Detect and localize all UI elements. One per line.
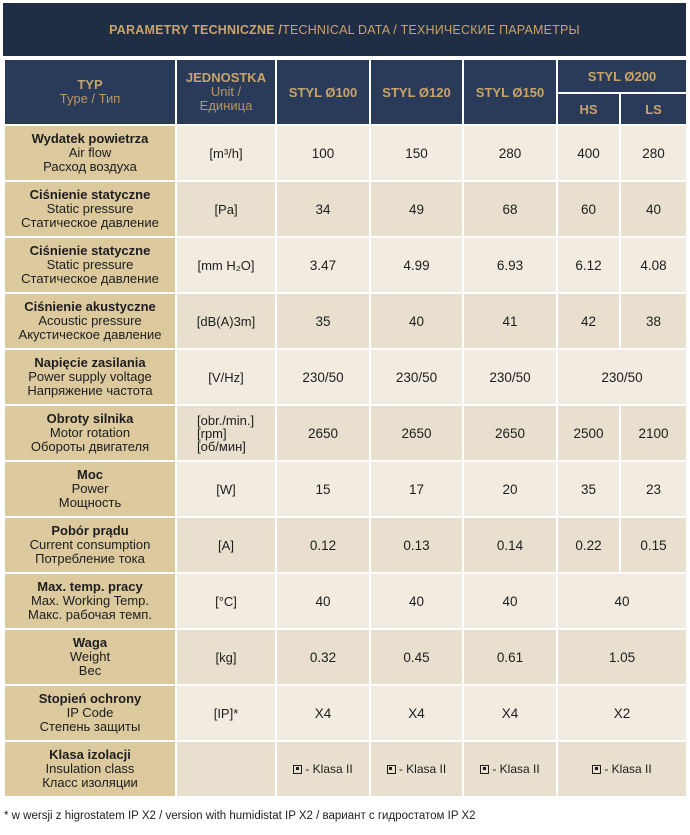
label-pl: Klasa izolacji: [49, 747, 131, 762]
value-cell: 15: [276, 461, 370, 517]
row-label: [4, 405, 176, 461]
label-en: Weight: [69, 649, 111, 664]
value-cell: 230/50: [370, 349, 463, 405]
label-ru: Статическое давление: [21, 215, 159, 230]
value-cell: 0.15: [620, 517, 687, 573]
label-en: Air flow: [68, 145, 112, 160]
label-ru: Напряжение частота: [27, 383, 153, 398]
value-cell: 23: [620, 461, 687, 517]
unit-cell: [W]: [176, 461, 276, 517]
label-ru: Потребление тока: [35, 551, 145, 566]
class-ii-icon: [592, 765, 601, 774]
label-ru: Мощность: [58, 495, 122, 510]
label-ru: Макс. рабочая темп.: [28, 607, 152, 622]
header-model: STYL Ø150: [463, 59, 557, 125]
insulation-class: [293, 762, 352, 776]
label-ru: Расход воздуха: [43, 159, 137, 174]
unit-line: [rpm]: [197, 425, 227, 441]
value-cell: 0.32: [276, 629, 370, 685]
label-en: Acoustic pressure: [38, 313, 142, 328]
value-cell: 40: [370, 293, 463, 349]
value-cell: X4: [463, 685, 557, 741]
value-cell: 100: [276, 125, 370, 181]
table-row: [4, 125, 687, 181]
label-pl: Ciśnienie statyczne: [29, 243, 151, 258]
value-cell: 230/50: [276, 349, 370, 405]
unit-line: [obr./min.]: [197, 412, 255, 428]
value-cell: [557, 741, 687, 797]
label-pl: Ciśnienie statyczne: [29, 187, 151, 202]
label-pl: Stopień ochrony: [38, 691, 142, 706]
row-label: [4, 461, 176, 517]
label-ru: Статическое давление: [21, 271, 159, 286]
value-cell: [463, 741, 557, 797]
value-cell: 20: [463, 461, 557, 517]
row-label: [4, 517, 176, 573]
value-cell: 2500: [557, 405, 620, 461]
value-cell: 42: [557, 293, 620, 349]
value-cell: 60: [557, 181, 620, 237]
unit-cell: [kg]: [176, 629, 276, 685]
value-cell: 6.93: [463, 237, 557, 293]
row-label: [4, 125, 176, 181]
insulation-class: [592, 762, 651, 776]
header-model-group: STYL Ø200: [557, 59, 687, 93]
label-en: IP Code: [66, 705, 114, 720]
row-label: [4, 293, 176, 349]
unit-line: [об/мин]: [197, 438, 246, 454]
label-en: Current consumption: [29, 537, 151, 552]
class-ii-icon: [387, 765, 396, 774]
value-cell: 0.61: [463, 629, 557, 685]
unit-cell: [A]: [176, 517, 276, 573]
row-label: [4, 685, 176, 741]
value-cell: 0.13: [370, 517, 463, 573]
value-cell: [370, 741, 463, 797]
label-ru: Степень защиты: [39, 719, 141, 734]
value-cell: 68: [463, 181, 557, 237]
value-cell: 280: [620, 125, 687, 181]
label-en: Static pressure: [46, 257, 134, 272]
label-en: Insulation class: [45, 761, 135, 776]
insulation-class: [387, 762, 446, 776]
table-row: [4, 741, 687, 797]
value-cell: 0.12: [276, 517, 370, 573]
value-cell: 40: [620, 181, 687, 237]
value-cell: 2650: [463, 405, 557, 461]
table-row: [4, 405, 687, 461]
unit-cell: [IP]*: [176, 685, 276, 741]
value-cell: 41: [463, 293, 557, 349]
row-label: [4, 349, 176, 405]
table-row: [4, 181, 687, 237]
header-type: TYP Type / Тип: [4, 59, 176, 125]
table-row: [4, 629, 687, 685]
row-label: [4, 573, 176, 629]
insulation-class-label: - Klasa II: [492, 762, 540, 776]
table-title: [3, 3, 686, 56]
unit-cell: [°C]: [176, 573, 276, 629]
header-unit: JEDNOSTKA Unit / Единица: [176, 59, 276, 125]
value-cell: 0.14: [463, 517, 557, 573]
label-pl: Napięcie zasilania: [34, 355, 146, 370]
value-cell: 2650: [276, 405, 370, 461]
value-cell: 6.12: [557, 237, 620, 293]
label-pl: Max. temp. pracy: [37, 579, 143, 594]
value-cell: 230/50: [463, 349, 557, 405]
label-ru: Класс изоляции: [42, 775, 138, 790]
class-ii-icon: [293, 765, 302, 774]
row-label: [4, 741, 176, 797]
row-label: [4, 629, 176, 685]
value-cell: 280: [463, 125, 557, 181]
label-en: Motor rotation: [49, 425, 131, 440]
header-subcol: LS: [620, 93, 687, 125]
value-cell: 4.08: [620, 237, 687, 293]
label-pl: Waga: [72, 635, 108, 650]
table-row: [4, 573, 687, 629]
unit-cell: [Pa]: [176, 181, 276, 237]
header-model: STYL Ø100: [276, 59, 370, 125]
label-pl: Wydatek powietrza: [31, 131, 149, 146]
value-cell: X4: [276, 685, 370, 741]
footnote: * w wersji z higrostatem IP X2 / version with humidistat IP X2 / вариант с гидростатом IP X2: [4, 810, 476, 822]
value-cell: 35: [557, 461, 620, 517]
table-row: [4, 349, 687, 405]
label-ru: Обороты двигателя: [30, 439, 150, 454]
value-cell: 17: [370, 461, 463, 517]
value-cell: 0.45: [370, 629, 463, 685]
label-en: Power: [71, 481, 109, 496]
label-ru: Вес: [78, 663, 102, 678]
label-en: Power supply voltage: [28, 369, 152, 384]
row-label: [4, 237, 176, 293]
insulation-class-label: - Klasa II: [398, 762, 447, 776]
value-cell: 35: [276, 293, 370, 349]
value-cell: [276, 741, 370, 797]
table-row: [4, 237, 687, 293]
unit-cell: [dB(A)3m]: [176, 293, 276, 349]
unit-cell: [m³/h]: [176, 125, 276, 181]
value-cell: 38: [620, 293, 687, 349]
insulation-class: [480, 762, 539, 776]
value-cell: 230/50: [557, 349, 687, 405]
value-cell: 34: [276, 181, 370, 237]
label-en: Max. Working Temp.: [30, 593, 149, 608]
row-label: [4, 181, 176, 237]
value-cell: X4: [370, 685, 463, 741]
value-cell: 150: [370, 125, 463, 181]
value-cell: 3.47: [276, 237, 370, 293]
value-cell: 1.05: [557, 629, 687, 685]
insulation-class-label: - Klasa II: [604, 762, 652, 776]
value-cell: 400: [557, 125, 620, 181]
title-translations: TECHNICAL DATA / ТЕХНИЧЕСКИЕ ПАРАМЕТРЫ: [282, 22, 580, 37]
value-cell: X2: [557, 685, 687, 741]
value-cell: 2100: [620, 405, 687, 461]
value-cell: 2650: [370, 405, 463, 461]
unit-cell: [V/Hz]: [176, 349, 276, 405]
header-model: STYL Ø120: [370, 59, 463, 125]
label-en: Static pressure: [46, 201, 134, 216]
unit-cell: [176, 741, 276, 797]
insulation-class-label: - Klasa II: [305, 762, 353, 776]
label-pl: Ciśnienie akustyczne: [24, 299, 156, 314]
value-cell: 40: [557, 573, 687, 629]
table-row: [4, 293, 687, 349]
table-row: [4, 461, 687, 517]
value-cell: 40: [463, 573, 557, 629]
value-cell: 49: [370, 181, 463, 237]
label-ru: Акустическое давление: [18, 327, 162, 342]
unit-cell: [mm H₂O]: [176, 237, 276, 293]
table-row: [4, 517, 687, 573]
value-cell: 0.22: [557, 517, 620, 573]
unit-cell: [176, 405, 276, 461]
class-ii-icon: [480, 765, 489, 774]
value-cell: 4.99: [370, 237, 463, 293]
value-cell: 40: [276, 573, 370, 629]
technical-data-table: [3, 58, 688, 798]
title-polish: PARAMETRY TECHNICZNE /: [109, 22, 283, 37]
label-pl: Moc: [77, 467, 103, 482]
table-row: [4, 685, 687, 741]
label-pl: Obroty silnika: [46, 411, 134, 426]
header-subcol: HS: [557, 93, 620, 125]
label-pl: Pobór prądu: [51, 523, 129, 538]
value-cell: 40: [370, 573, 463, 629]
